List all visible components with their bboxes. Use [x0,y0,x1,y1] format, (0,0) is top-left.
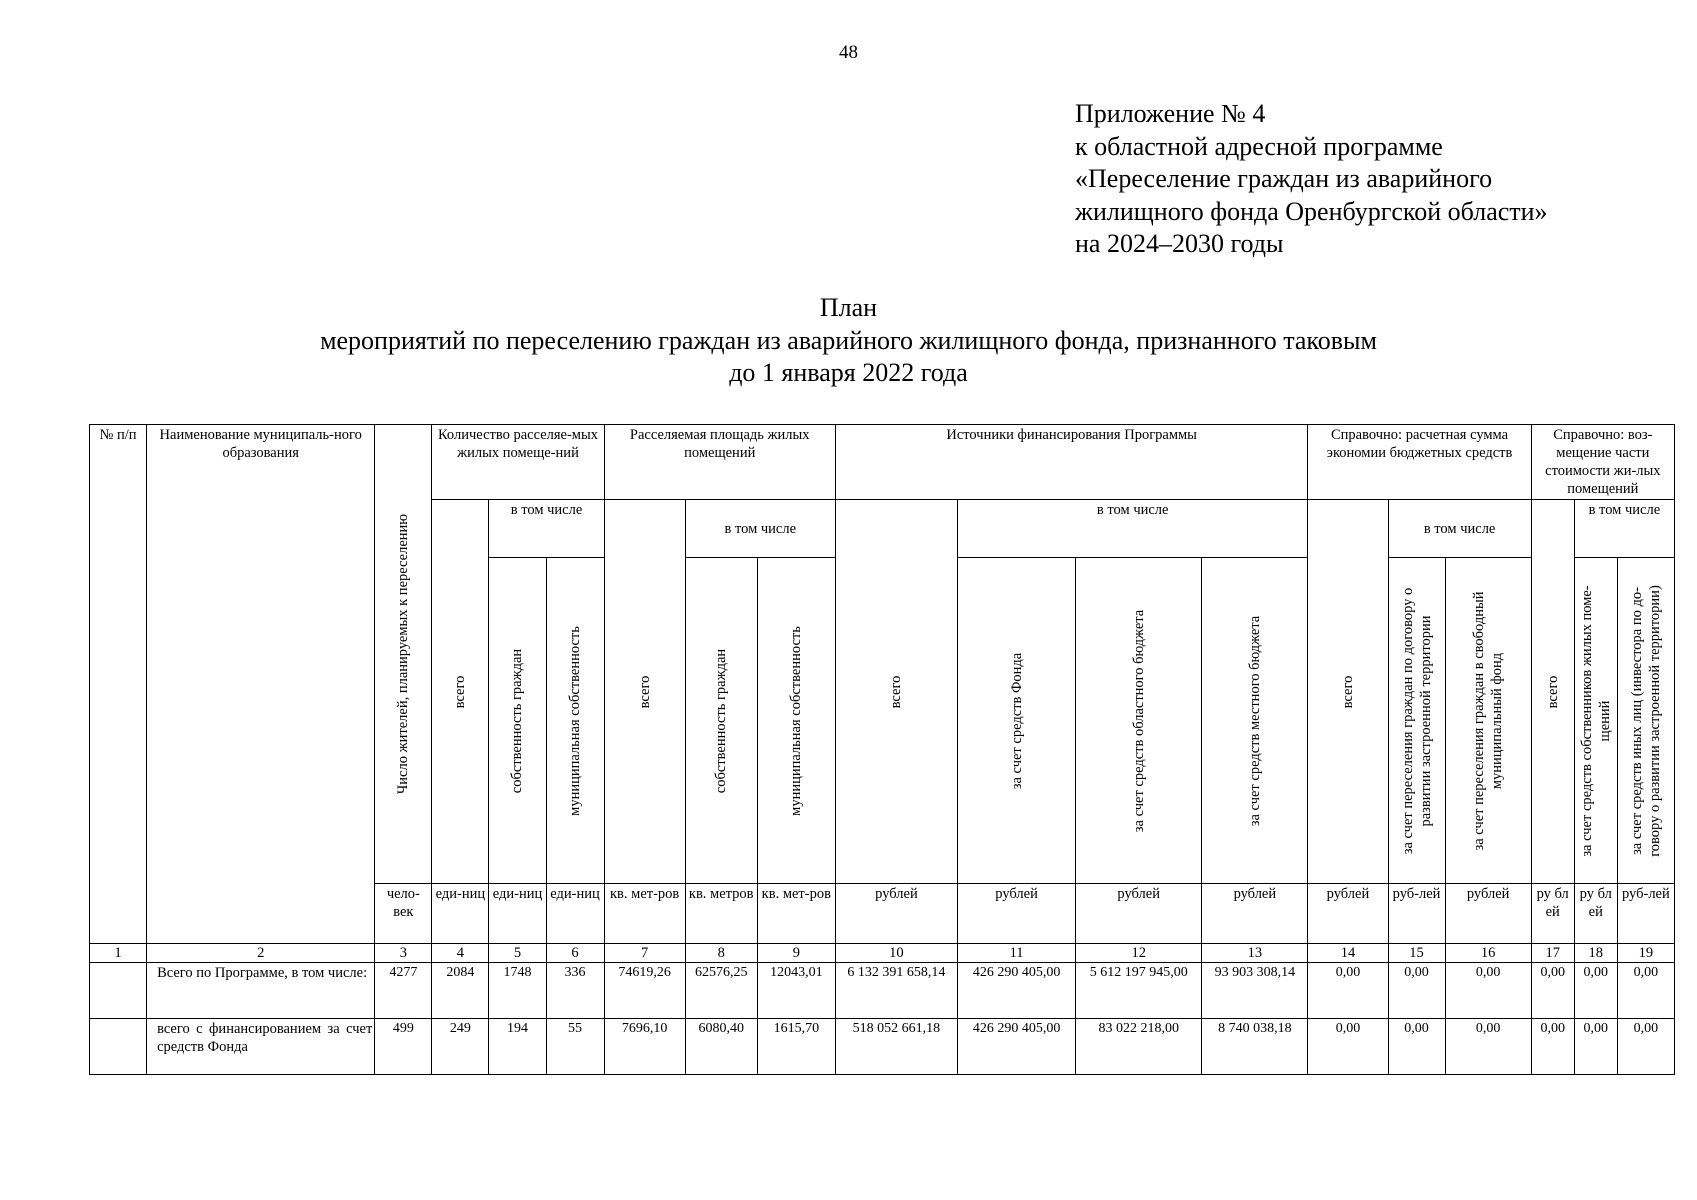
appendix-block [1075,98,1548,261]
header-local: за счет средств местного бюджета [1202,558,1308,884]
unit-cell: ру бл ей [1574,884,1617,944]
unit-cell: еди-ниц [546,884,604,944]
cell-regional: 83 022 218,00 [1076,1019,1202,1075]
header-qty-total: всего [432,500,489,884]
column-index: 3 [375,944,432,963]
unit-cell: еди-ниц [432,884,489,944]
cell-regional: 5 612 197 945,00 [1076,963,1202,1019]
unit-cell: рублей [1308,884,1388,944]
header-qty-municipal: муниципальная собственность [546,558,604,884]
header-other-funds: за счет средств иных лиц (инвестора по до-говору о развитии застроенной территории) [1617,558,1674,884]
header-regional: за счет средств областного бюджета [1076,558,1202,884]
header-fund: за счет средств Фонда [958,558,1076,884]
unit-cell: ру бл ей [1531,884,1574,944]
column-index: 10 [835,944,957,963]
header-residents [375,425,432,884]
cell-owners-funds: 0,00 [1574,963,1617,1019]
header-area-group: Расселяемая площадь жилых помещений [604,425,835,500]
cell-resettle-contract: 0,00 [1388,1019,1445,1075]
cell-qty-total: 249 [432,1019,489,1075]
appendix-line: «Переселение граждан из аварийного [1075,164,1493,193]
page-number: 48 [839,42,858,63]
plan-title [0,292,1697,390]
column-index: 6 [546,944,604,963]
cell-qty-own: 1748 [489,963,546,1019]
row-name: всего с финансированием за счет средств Фонда [147,1019,375,1075]
cell-area-own: 6080,40 [685,1019,757,1075]
unit-cell: рублей [1202,884,1308,944]
header-area-total: всего [604,500,685,884]
plan-table [89,424,1675,1075]
header-resettle-free: за счет переселения граждан в свободный муниципальный фонд [1445,558,1531,884]
header-area-own-citizens: собственность граждан [685,558,757,884]
unit-cell: рублей [1076,884,1202,944]
appendix-line: на 2024–2030 годы [1075,229,1284,258]
cell-refund-total: 0,00 [1531,1019,1574,1075]
cell-savings-total: 0,00 [1308,963,1388,1019]
header-row-groups [90,425,1675,500]
column-index: 17 [1531,944,1574,963]
unit-cell: кв. мет-ров [757,884,835,944]
column-index: 4 [432,944,489,963]
cell-area-municipal: 1615,70 [757,1019,835,1075]
cell-area-municipal: 12043,01 [757,963,835,1019]
header-resettle-contract: за счет переселения граждан по договору о развитии застроенной территории [1388,558,1445,884]
header-savings-total: всего [1308,500,1388,884]
header-qty-including: в том числе [489,500,604,558]
table-row [90,1019,1675,1075]
cell-other-funds: 0,00 [1617,1019,1674,1075]
cell-area-total: 7696,10 [604,1019,685,1075]
unit-cell: руб-лей [1388,884,1445,944]
cell-qty-own: 194 [489,1019,546,1075]
column-index: 9 [757,944,835,963]
header-refund-including: в том числе [1574,500,1674,558]
plan-title-line: до 1 января 2022 года [729,358,968,387]
column-index: 7 [604,944,685,963]
cell-fund: 426 290 405,00 [958,1019,1076,1075]
unit-cell: кв. метров [685,884,757,944]
unit-cell: рублей [1445,884,1531,944]
cell-owners-funds: 0,00 [1574,1019,1617,1075]
unit-cell: еди-ниц [489,884,546,944]
unit-cell: рублей [835,884,957,944]
unit-cell: рублей [958,884,1076,944]
header-refund-group: Справочно: воз-мещение части стоимости жи-лых помещений [1531,425,1674,500]
plan-title-line: План [819,293,878,322]
header-savings-group: Справочно: расчетная сумма экономии бюджетных средств [1308,425,1531,500]
column-index: 11 [958,944,1076,963]
header-area-municipal: муниципальная собственность [757,558,835,884]
cell-area-own: 62576,25 [685,963,757,1019]
header-qty-own-citizens: собственность граждан [489,558,546,884]
column-index: 19 [1617,944,1674,963]
header-finance-total: всего [835,500,957,884]
cell-resettle-contract: 0,00 [1388,963,1445,1019]
header-finance-including: в том числе [958,500,1308,558]
cell-other-funds: 0,00 [1617,963,1674,1019]
table-row [90,963,1675,1019]
column-index: 2 [147,944,375,963]
cell-resettle-free: 0,00 [1445,1019,1531,1075]
column-index: 16 [1445,944,1531,963]
cell-qty-total: 2084 [432,963,489,1019]
column-index-row [90,944,1675,963]
row-name: Всего по Программе, в том числе: [147,963,375,1019]
column-index: 18 [1574,944,1617,963]
cell-finance-total: 518 052 661,18 [835,1019,957,1075]
header-name: Наименование муниципаль-ного образования [147,425,375,944]
cell-qty-municipal: 336 [546,963,604,1019]
column-index: 1 [90,944,147,963]
cell-refund-total: 0,00 [1531,963,1574,1019]
unit-cell: чело-век [375,884,432,944]
cell-savings-total: 0,00 [1308,1019,1388,1075]
column-index: 14 [1308,944,1388,963]
header-finance-group: Источники финансирования Программы [835,425,1308,500]
cell-area-total: 74619,26 [604,963,685,1019]
plan-title-line: мероприятий по переселению граждан из аварийного жилищного фонда, признанного таковым [320,325,1377,355]
column-index: 8 [685,944,757,963]
cell-residents: 499 [375,1019,432,1075]
appendix-line: Приложение № 4 [1075,99,1266,128]
appendix-line: к областной адресной программе [1075,131,1443,161]
header-refund-total: всего [1531,500,1574,884]
cell-residents: 4277 [375,963,432,1019]
row-num [90,1019,147,1075]
cell-local: 8 740 038,18 [1202,1019,1308,1075]
header-savings-including: в том числе [1388,500,1531,558]
appendix-line: жилищного фонда Оренбургской области» [1075,196,1548,226]
column-index: 13 [1202,944,1308,963]
cell-resettle-free: 0,00 [1445,963,1531,1019]
header-qty-group: Количество расселяе-мых жилых помеще-ний [432,425,604,500]
column-index: 12 [1076,944,1202,963]
header-num: № п/п [90,425,147,944]
header-residents-text: Число жителей, планируемых к переселению [395,513,412,795]
column-index: 15 [1388,944,1445,963]
unit-cell: кв. мет-ров [604,884,685,944]
cell-fund: 426 290 405,00 [958,963,1076,1019]
row-num [90,963,147,1019]
unit-cell: руб-лей [1617,884,1674,944]
header-area-including: в том числе [685,500,835,558]
column-index: 5 [489,944,546,963]
cell-local: 93 903 308,14 [1202,963,1308,1019]
header-owners-funds: за счет средств собственников жилых поме-щений [1574,558,1617,884]
cell-finance-total: 6 132 391 658,14 [835,963,957,1019]
cell-qty-municipal: 55 [546,1019,604,1075]
